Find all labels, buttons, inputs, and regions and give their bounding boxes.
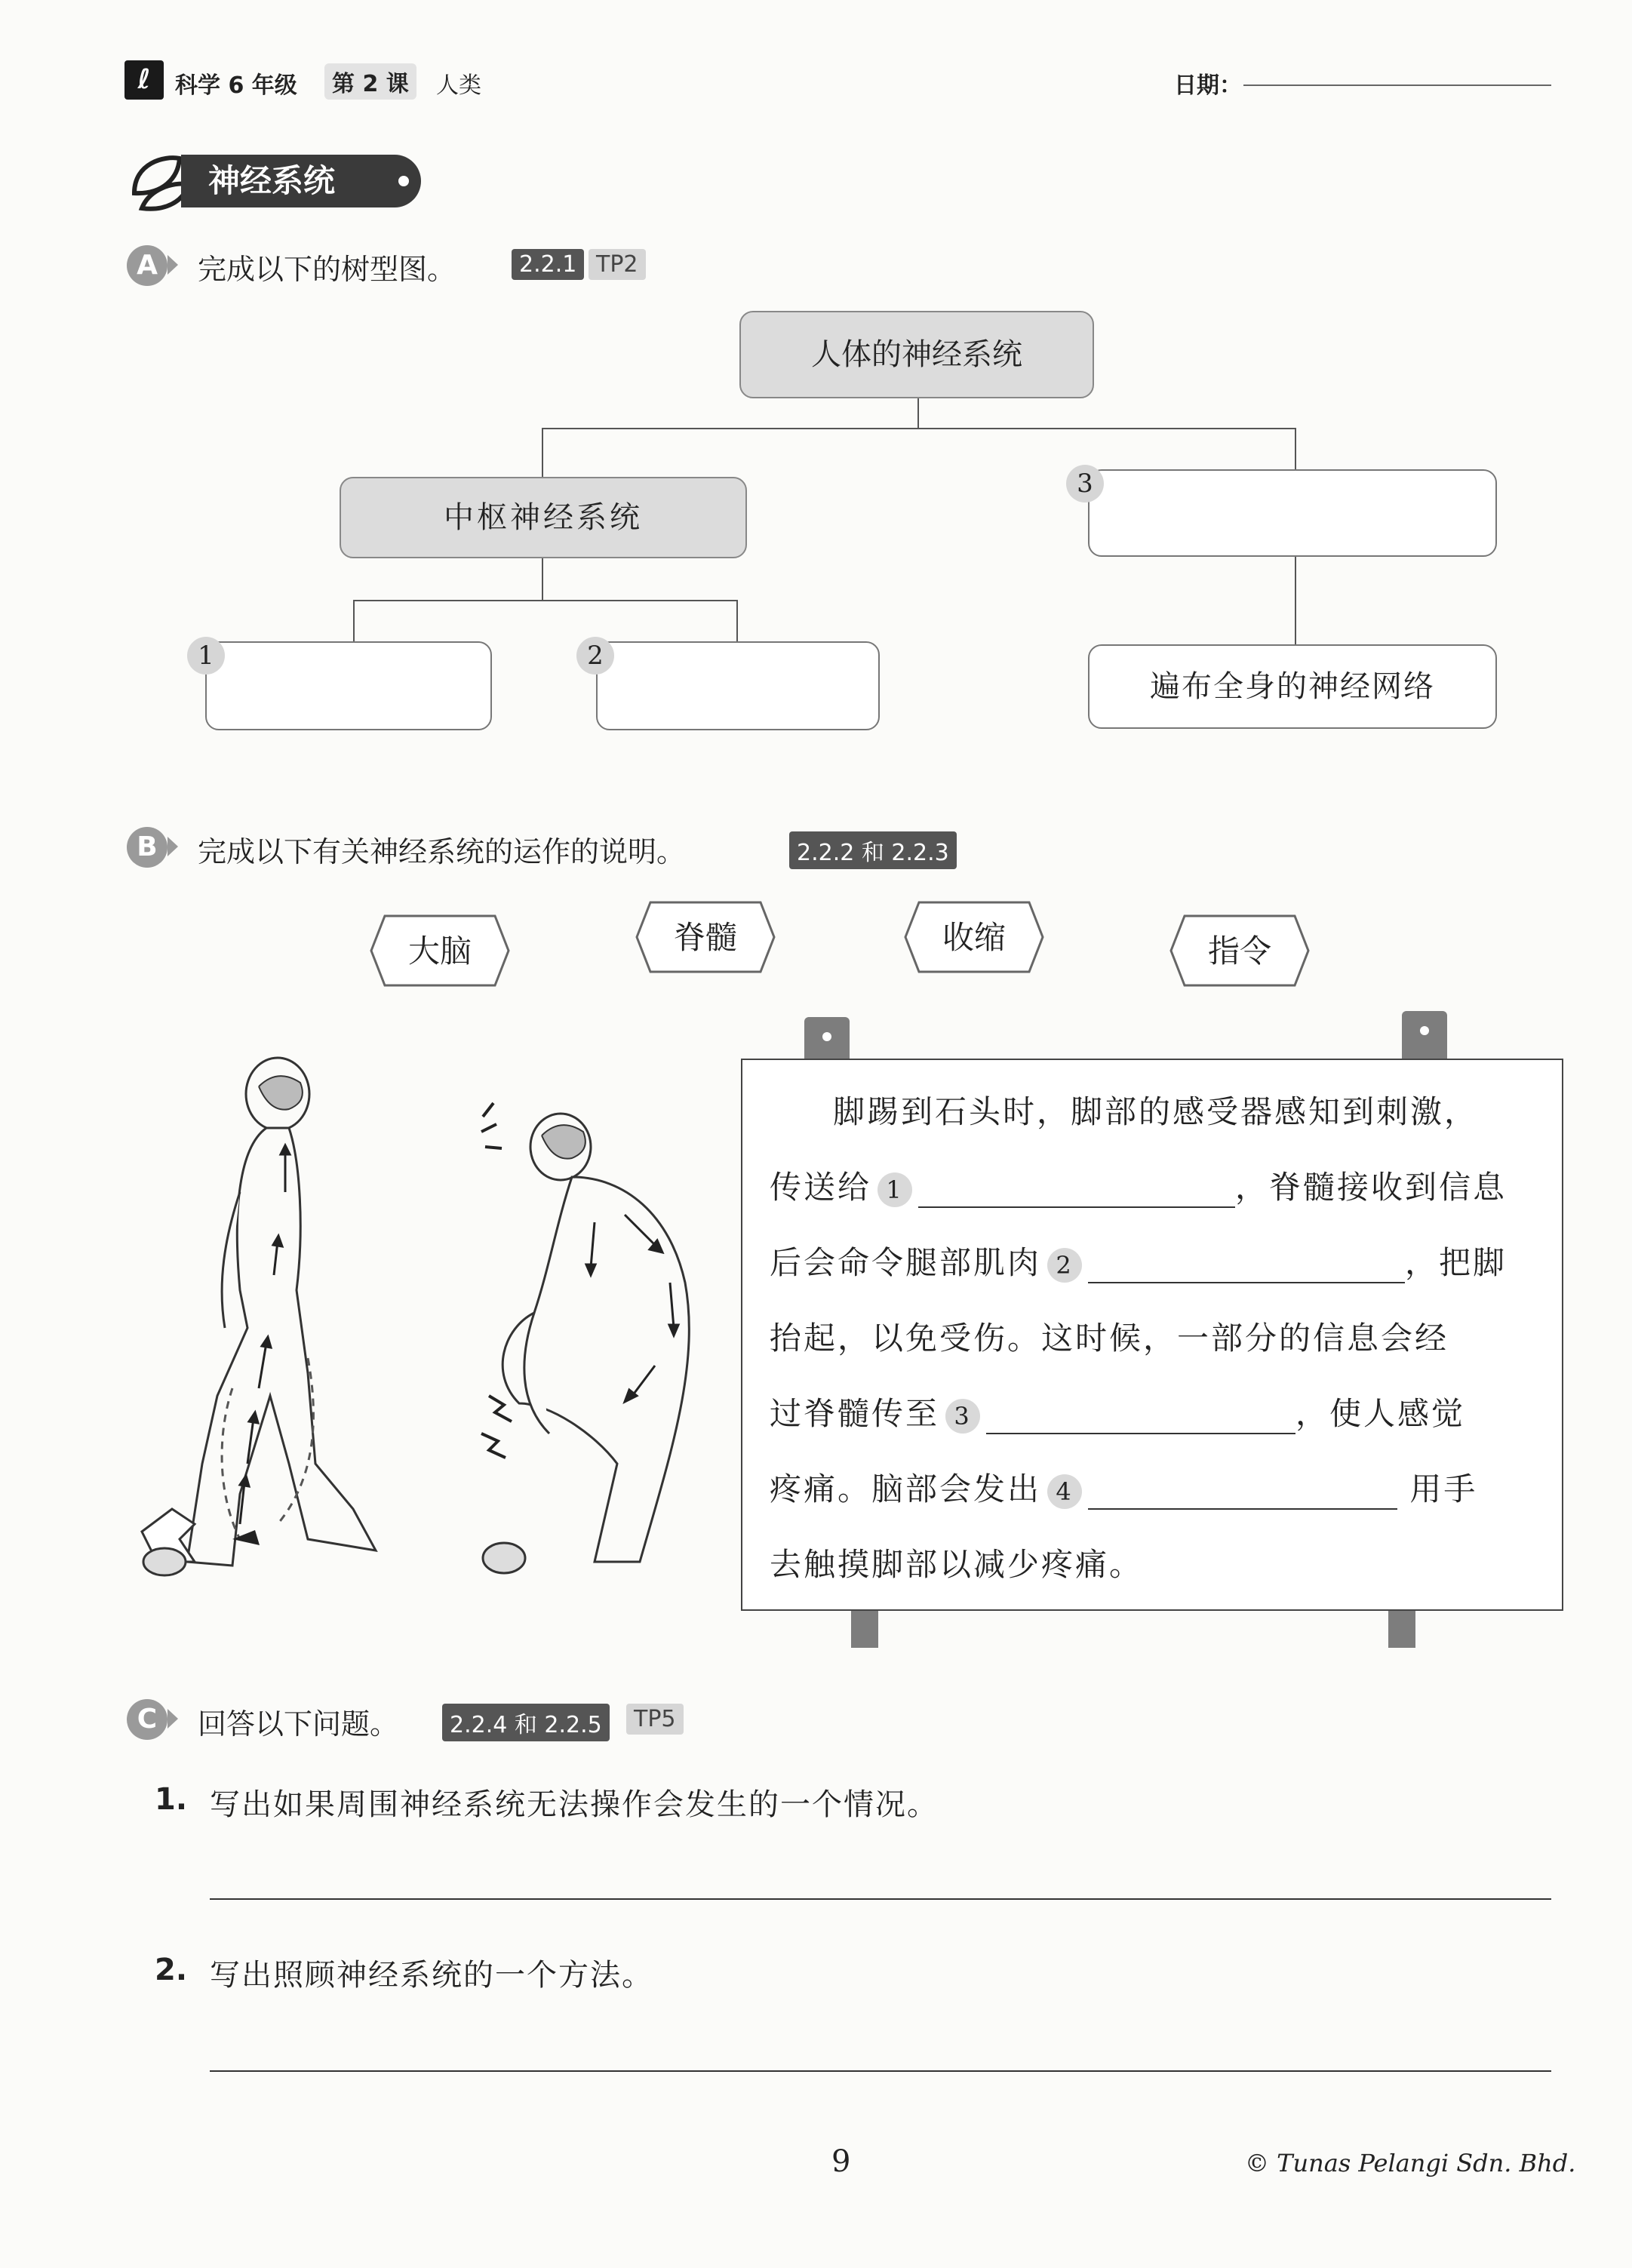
question-1-answer-line[interactable] bbox=[210, 1898, 1551, 1900]
passage-line-6: 疼痛。脑部会发出 4 用手 bbox=[770, 1464, 1477, 1510]
tree-answer-box-2[interactable] bbox=[596, 641, 880, 730]
tree-root-box: 人体的神经系统 bbox=[739, 311, 1094, 398]
blank-number-1: 1 bbox=[877, 1172, 912, 1207]
lesson-chip: 第 2 课 bbox=[324, 63, 416, 100]
section-a-tp-tag: TP2 bbox=[589, 249, 646, 280]
passage-line-3: 后会命令腿部肌肉 2 ，把脚 bbox=[770, 1238, 1507, 1283]
tree-connector bbox=[917, 398, 919, 429]
passage-line-5: 过脊髓传至 3 ，使人感觉 bbox=[770, 1389, 1465, 1434]
word-chip-brain: 大脑 bbox=[407, 933, 472, 970]
question-1-number: 1. bbox=[155, 1782, 188, 1817]
passage-line-7: 去触摸脚部以减少疼痛。 bbox=[770, 1546, 1144, 1583]
passage-line-1: 脚踢到石头时，脚部的感受器感知到刺激， bbox=[833, 1093, 1479, 1130]
tree-connector bbox=[736, 600, 738, 641]
question-1-text: 写出如果周围神经系统无法操作会发生的一个情况。 bbox=[210, 1787, 939, 1822]
tree-connector bbox=[353, 600, 738, 601]
word-chip-contract: 收缩 bbox=[942, 919, 1006, 956]
reflex-action-illustration bbox=[127, 1041, 715, 1584]
question-2-text: 写出照顾神经系统的一个方法。 bbox=[210, 1958, 653, 1993]
tree-connector bbox=[542, 558, 543, 601]
passage-panel bbox=[741, 1059, 1563, 1611]
tree-answer-box-1[interactable] bbox=[205, 641, 492, 730]
subject-label: 科学 6 年级 bbox=[175, 72, 297, 99]
section-b-instruction: 完成以下有关神经系统的运作的说明。 bbox=[198, 835, 686, 868]
tree-answer-box-3[interactable] bbox=[1088, 469, 1497, 557]
section-c-letter: C bbox=[127, 1699, 168, 1740]
panel-clip-hole bbox=[822, 1032, 831, 1041]
question-2-answer-line[interactable] bbox=[210, 2070, 1551, 2072]
section-c-tp-tag: TP5 bbox=[626, 1704, 684, 1735]
passage-blank-3[interactable] bbox=[986, 1403, 1295, 1434]
lesson-title: 人类 bbox=[436, 72, 481, 99]
section-a-instruction: 完成以下的树型图。 bbox=[198, 253, 456, 286]
tree-connector bbox=[542, 428, 1295, 429]
tree-connector bbox=[542, 428, 543, 478]
date-label: 日期： bbox=[1174, 72, 1242, 99]
banner-dot bbox=[398, 176, 409, 186]
tree-central-box: 中枢神经系统 bbox=[340, 477, 747, 558]
section-title: 神经系统 bbox=[181, 155, 421, 207]
section-b-code-tag: 2.2.2 和 2.2.3 bbox=[789, 831, 957, 869]
word-chip-command: 指令 bbox=[1207, 933, 1271, 970]
passage-line-4: 抬起，以免受伤。这时候，一部分的信息会经 bbox=[770, 1320, 1449, 1357]
answer-number-3: 3 bbox=[1066, 465, 1104, 502]
word-chip-spinal-cord: 脊髓 bbox=[673, 919, 737, 956]
passage-blank-1[interactable] bbox=[918, 1176, 1235, 1208]
panel-clip bbox=[1402, 1011, 1447, 1064]
passage-blank-2[interactable] bbox=[1088, 1252, 1405, 1283]
section-c-arrow-icon bbox=[166, 1707, 181, 1730]
date-field[interactable] bbox=[1243, 85, 1551, 86]
blank-number-2: 2 bbox=[1047, 1248, 1082, 1283]
section-a-arrow-icon bbox=[166, 254, 181, 276]
question-2-number: 2. bbox=[155, 1953, 188, 1987]
section-b-arrow-icon bbox=[166, 835, 181, 858]
passage-blank-4[interactable] bbox=[1088, 1478, 1397, 1510]
page-number: 9 bbox=[831, 2144, 851, 2179]
section-a-letter: A bbox=[127, 245, 168, 286]
copyright-notice: © Tunas Pelangi Sdn. Bhd. bbox=[1245, 2149, 1576, 2177]
tree-network-box: 遍布全身的神经网络 bbox=[1088, 644, 1497, 729]
blank-number-4: 4 bbox=[1047, 1474, 1082, 1509]
section-c-code-tag: 2.2.4 和 2.2.5 bbox=[442, 1704, 610, 1741]
section-a-code-tag: 2.2.1 bbox=[512, 249, 584, 280]
passage-line-2: 传送给 1 ，脊髓接收到信息 bbox=[770, 1163, 1507, 1208]
tree-connector bbox=[1295, 557, 1296, 644]
section-b-letter: B bbox=[127, 827, 168, 868]
blank-number-3: 3 bbox=[945, 1399, 980, 1434]
answer-number-2: 2 bbox=[576, 637, 614, 675]
panel-clip-hole bbox=[1420, 1026, 1429, 1035]
tree-connector bbox=[1295, 428, 1296, 470]
tree-connector bbox=[353, 600, 355, 641]
section-c-instruction: 回答以下问题。 bbox=[198, 1707, 399, 1741]
answer-number-1: 1 bbox=[187, 637, 225, 675]
publisher-logo: ℓ bbox=[124, 60, 164, 100]
